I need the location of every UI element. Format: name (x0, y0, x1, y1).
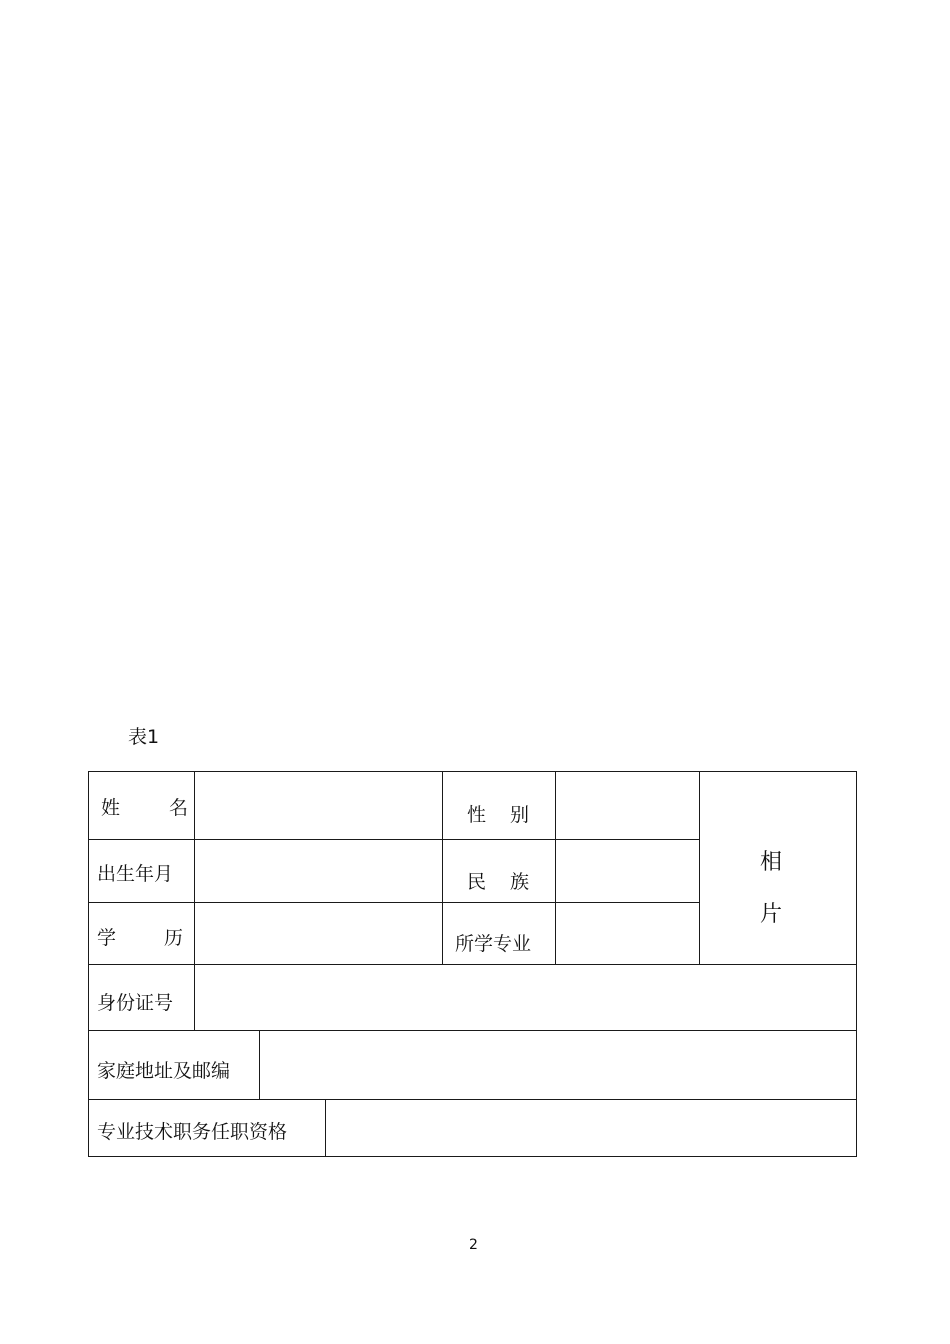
table-border-right (856, 771, 857, 1157)
address-postcode-label: 家庭地址及邮编 (97, 1060, 231, 1082)
education-label-char: 历 (164, 927, 184, 949)
page-number: 2 (469, 1237, 478, 1253)
id-number-label: 身份证号 (97, 992, 174, 1014)
ethnicity-label-char: 民 (467, 871, 487, 893)
birth-date-field[interactable] (195, 840, 442, 902)
gender-label-char: 别 (510, 804, 530, 826)
table-border-left (88, 771, 89, 1157)
address-postcode-field[interactable] (260, 1031, 856, 1099)
name-field[interactable] (195, 772, 442, 839)
gender-field[interactable] (556, 772, 699, 839)
major-field[interactable] (556, 903, 699, 964)
birth-date-label: 出生年月 (97, 863, 174, 885)
education-field[interactable] (195, 903, 442, 964)
table-border-bottom (88, 1156, 857, 1157)
gender-label-char: 性 (467, 804, 487, 826)
qualification-field[interactable] (326, 1100, 856, 1156)
photo-label-char: 相 (760, 850, 783, 875)
id-number-field[interactable] (195, 965, 856, 1030)
table-caption: 表1 (128, 726, 160, 748)
major-label: 所学专业 (455, 933, 532, 955)
education-label-char: 学 (97, 927, 117, 949)
photo-label-char: 片 (760, 902, 783, 927)
name-label-char: 名 (169, 797, 189, 819)
ethnicity-field[interactable] (556, 840, 699, 902)
photo-box[interactable] (700, 772, 856, 964)
qualification-label: 专业技术职务任职资格 (97, 1121, 288, 1143)
name-label-char: 姓 (101, 797, 121, 819)
ethnicity-label-char: 族 (510, 871, 530, 893)
column-divider (442, 771, 443, 965)
